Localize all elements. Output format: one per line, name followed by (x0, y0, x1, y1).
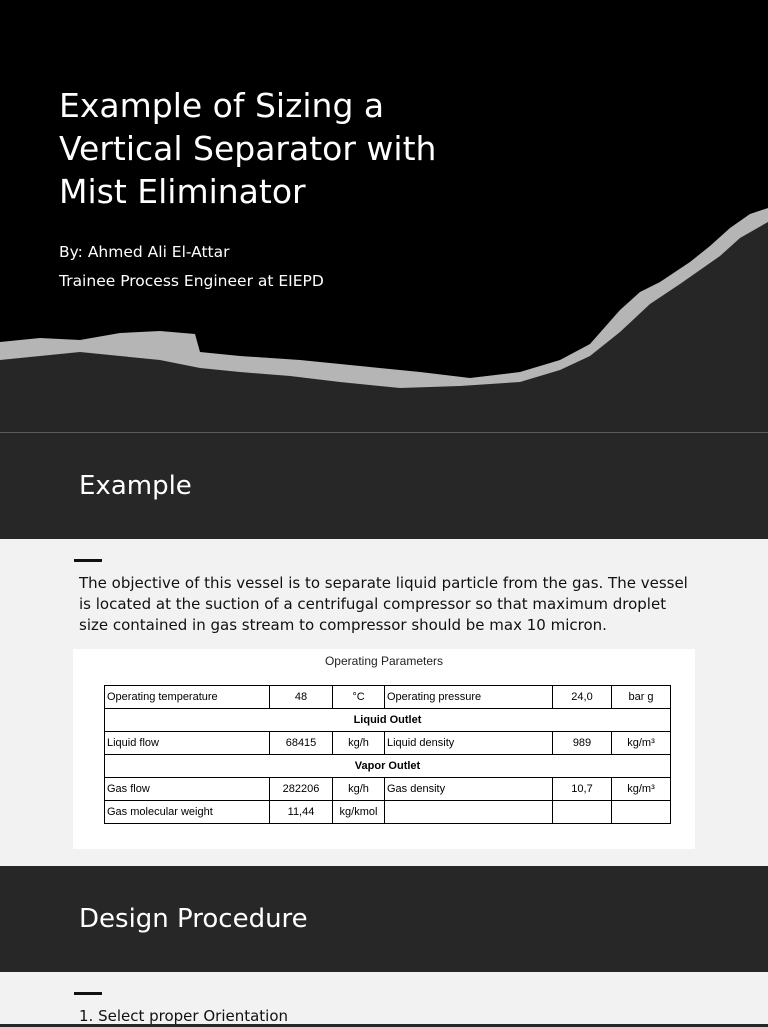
param-label: Gas flow (105, 778, 270, 801)
param-label: Liquid density (385, 732, 553, 755)
param-unit: bar g (612, 686, 671, 709)
table-caption: Operating Parameters (324, 654, 444, 668)
table-subheader-row (105, 709, 671, 732)
param-label: Gas molecular weight (105, 801, 270, 824)
title-slide (0, 0, 768, 432)
param-unit: kg/m³ (612, 732, 671, 755)
operating-parameters-table (104, 685, 671, 824)
table-row (105, 778, 671, 801)
presentation-title: Example of Sizing a Vertical Separator with Mist Eliminator (59, 86, 437, 211)
param-label: Operating pressure (385, 686, 553, 709)
table-subheader: Liquid Outlet (105, 709, 671, 732)
accent-bar (74, 559, 102, 562)
param-value: 48 (270, 686, 333, 709)
section-heading: Example (79, 471, 192, 501)
procedure-step: 1. Select proper Orientation (79, 1007, 289, 1025)
section-header-example (0, 433, 768, 539)
param-value (553, 801, 612, 824)
table-subheader: Vapor Outlet (105, 755, 671, 778)
param-unit: kg/h (333, 778, 385, 801)
table-row (105, 732, 671, 755)
author-role: Trainee Process Engineer at EIEPD (59, 272, 324, 290)
section-header-procedure (0, 866, 768, 972)
param-label (385, 801, 553, 824)
author-line: By: Ahmed Ali El-Attar (59, 243, 230, 261)
section-heading: Design Procedure (79, 904, 308, 934)
operating-parameters-panel (73, 649, 695, 849)
table-row (105, 801, 671, 824)
table-row (105, 686, 671, 709)
param-unit: kg/m³ (612, 778, 671, 801)
param-value: 989 (553, 732, 612, 755)
terrain-graphic (0, 0, 768, 432)
param-label: Liquid flow (105, 732, 270, 755)
table-subheader-row (105, 755, 671, 778)
param-unit (612, 801, 671, 824)
example-description: The objective of this vessel is to separate liquid particle from the gas. The vessel is located at the suction of a centrifugal compressor so that maximum droplet size contained in gas stream to compressor should be max 10 micron. (79, 574, 688, 634)
accent-bar (74, 992, 102, 995)
param-value: 10,7 (553, 778, 612, 801)
param-value: 24,0 (553, 686, 612, 709)
param-value: 282206 (270, 778, 333, 801)
param-label: Operating temperature (105, 686, 270, 709)
param-value: 11,44 (270, 801, 333, 824)
param-value: 68415 (270, 732, 333, 755)
param-unit: °C (333, 686, 385, 709)
param-unit: kg/h (333, 732, 385, 755)
param-unit: kg/kmol (333, 801, 385, 824)
param-label: Gas density (385, 778, 553, 801)
